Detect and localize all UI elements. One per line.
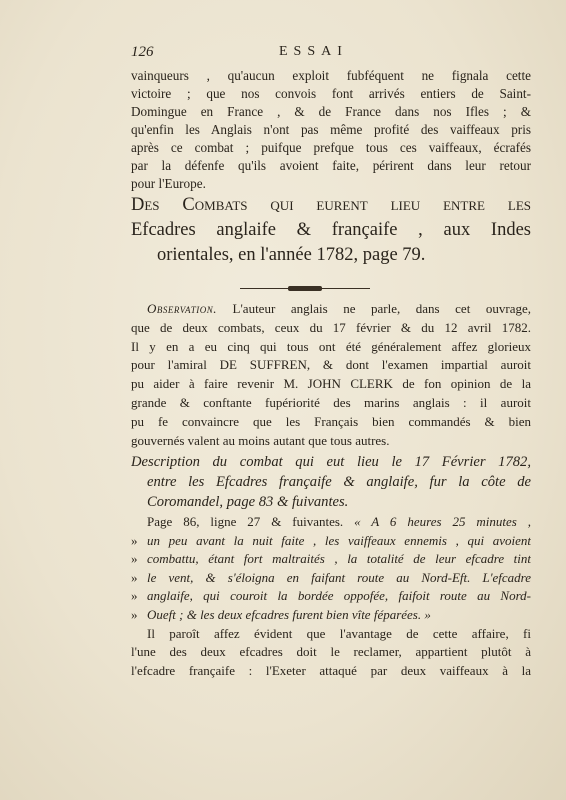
quote-mark: » [131,532,138,548]
quote-text: combattu, étant fort maltraités , la totalité de leur efcadre tint [147,551,531,567]
quote-mark: » [131,606,138,622]
text-line [131,513,531,532]
observation-paragraph [131,300,531,450]
section-heading [131,193,531,268]
quote-mark: » [131,588,138,604]
heading-line: Des Combats qui eurent lieu entre les [131,195,531,215]
quote-text: « A 6 heures 25 minutes , [354,514,531,529]
observation-label: Observation. [147,301,217,316]
quote-line [131,606,531,625]
quote-line [131,532,531,551]
quote-text: anglaife, qui couroit la bordée oppofée, faifoit route au Nord- [147,588,531,604]
quote-line [131,569,531,588]
divider-ornament [240,285,370,293]
text-line: l'une des deux efcadres doit le reclamer, appartient plutôt à [131,644,531,660]
heading-line: orientales, en l'année 1782, page 79. [157,245,426,265]
page-number: 126 [131,44,154,60]
text-line: après ce combat ; puifque prefque tous ces vaiffeaux, écrafés [131,140,531,155]
text-line: gouvernés valent au moins autant que tous autres. [131,432,390,448]
text-line [131,300,531,319]
text-line: qu'enfin les Anglais n'ont pas même profité des vaiffeaux pris [131,122,531,137]
text-line: Il y en a eu cinq qui tous ont été généralement affez glorieux [131,338,531,354]
text-line: Domingue en France , & de France dans nos Ifles ; & [131,104,531,119]
heading-line: entre les Efcadres françaife & anglaife, fur la côte de [147,474,531,490]
text-line: pu aider à faire revenir M. JOHN CLERK de fon opinion de la [131,376,531,392]
observation-text: L'auteur anglais ne parle, dans cet ouvrage, [232,301,531,316]
text-line: vainqueurs , qu'aucun exploit fubféquent ne fignala cette [131,68,531,83]
quote-mark: » [131,551,138,567]
running-head: ESSAI [279,44,348,59]
description-paragraph [131,513,531,680]
quote-mark: » [131,569,138,585]
page-reference: Page 86, ligne 27 & fuivantes. [147,514,344,529]
text-line: pour l'amiral DE SUFFREN, & dont l'examen impartial auroit [131,357,531,373]
text-line: l'efcadre françaife : l'Exeter attaqué par deux vaiffeaux à la [131,662,531,678]
paragraph-continuation [131,67,531,193]
page-header [131,44,531,64]
quote-line [131,550,531,569]
text-line: grande & conftante fupériorité des marins anglais : il auroit [131,394,531,410]
heading-line: Efcadres anglaife & françaife , aux Indes [131,220,531,240]
quote-text: un peu avant la nuit faite , les vaiffeaux ennemis , qui avoient [147,532,531,548]
description-heading [131,452,531,512]
heading-line: Coromandel, page 83 & fuivantes. [147,494,349,510]
quote-text: Oueft ; & les deux efcadres furent bien vîte féparées. » [147,606,431,622]
text-line: victoire ; que nos convois font arrivés entiers de Saint- [131,86,531,101]
text-line: par la défenfe qu'ils avoient faite, périrent dans leur retour [131,158,531,173]
quote-text: le vent, & s'éloigna en faifant route au Nord-Eft. L'efcadre [147,569,531,585]
text-line: pour l'Europe. [131,176,206,191]
quote-line [131,587,531,606]
heading-line: Description du combat qui eut lieu le 17 Février 1782, [131,454,531,470]
text-line: Il paroît affez évident que l'avantage de cette affaire, fi [147,625,531,641]
text-line: que de deux combats, ceux du 17 février & du 12 avril 1782. [131,319,531,335]
text-line: pu fe convaincre que les Français bien commandés & bien [131,413,531,429]
